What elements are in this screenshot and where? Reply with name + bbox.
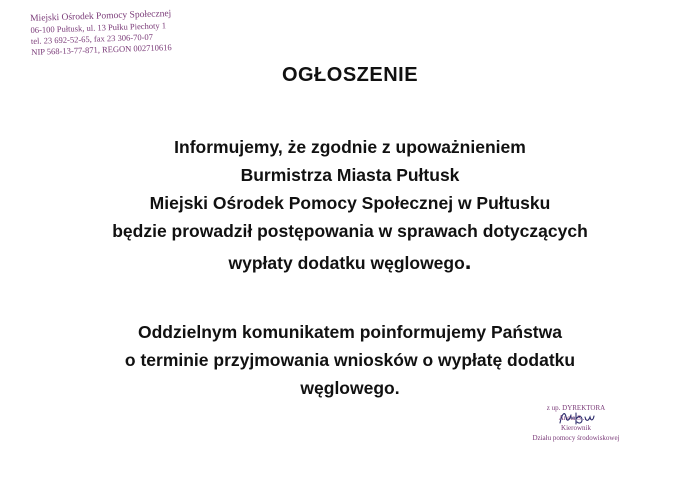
paragraph-1-line: Burmistrza Miasta Pułtusk (240, 165, 460, 185)
signature-line-name: Aneta S... ... (558, 414, 594, 422)
paragraph-1-last-line (40, 249, 660, 277)
handwritten-signature-icon (556, 409, 596, 427)
paragraph-1-line: wypłaty dodatku węglowego (228, 253, 465, 273)
paragraph-1-line: Informujemy, że zgodnie z upoważnieniem (174, 137, 526, 157)
signature-line-title: Kierownik (561, 424, 591, 432)
stamp-line-address: 06-100 Pułtusk, ul. 13 Pułku Piechoty 1 (30, 20, 167, 35)
stamp-line-tax-id: NIP 568-13-77-871, REGON 002710616 (31, 42, 172, 57)
stamp-line-phone: tel. 23 692-52-65, fax 23 306-70-07 (30, 31, 154, 46)
paragraph-2-line: Oddzielnym komunikatem poinformujemy Państwa (138, 322, 562, 342)
signature-line-department: Działu pomocy środowiskowej (532, 434, 620, 442)
announcement-paragraph-1 (40, 133, 660, 277)
signature-line-authority: z up. DYREKTORA (546, 404, 606, 412)
institution-stamp (30, 9, 176, 58)
announcement-title: OGŁOSZENIE (281, 64, 419, 86)
paragraph-2-line: węglowego. (300, 378, 400, 398)
paragraph-1-line: będzie prowadził postępowania w sprawach dotyczących (112, 221, 588, 241)
stamp-line-name: Miejski Ośrodek Pomocy Społecznej (30, 9, 172, 24)
paragraph-1-final-mark: . (464, 248, 472, 275)
paragraph-1-line: Miejski Ośrodek Pomocy Społecznej w Pułtusku (149, 193, 551, 213)
signature-stamp (526, 403, 626, 443)
paragraph-2-line: o terminie przyjmowania wniosków o wypłatę dodatku (124, 350, 576, 370)
announcement-paragraph-2 (40, 318, 660, 402)
